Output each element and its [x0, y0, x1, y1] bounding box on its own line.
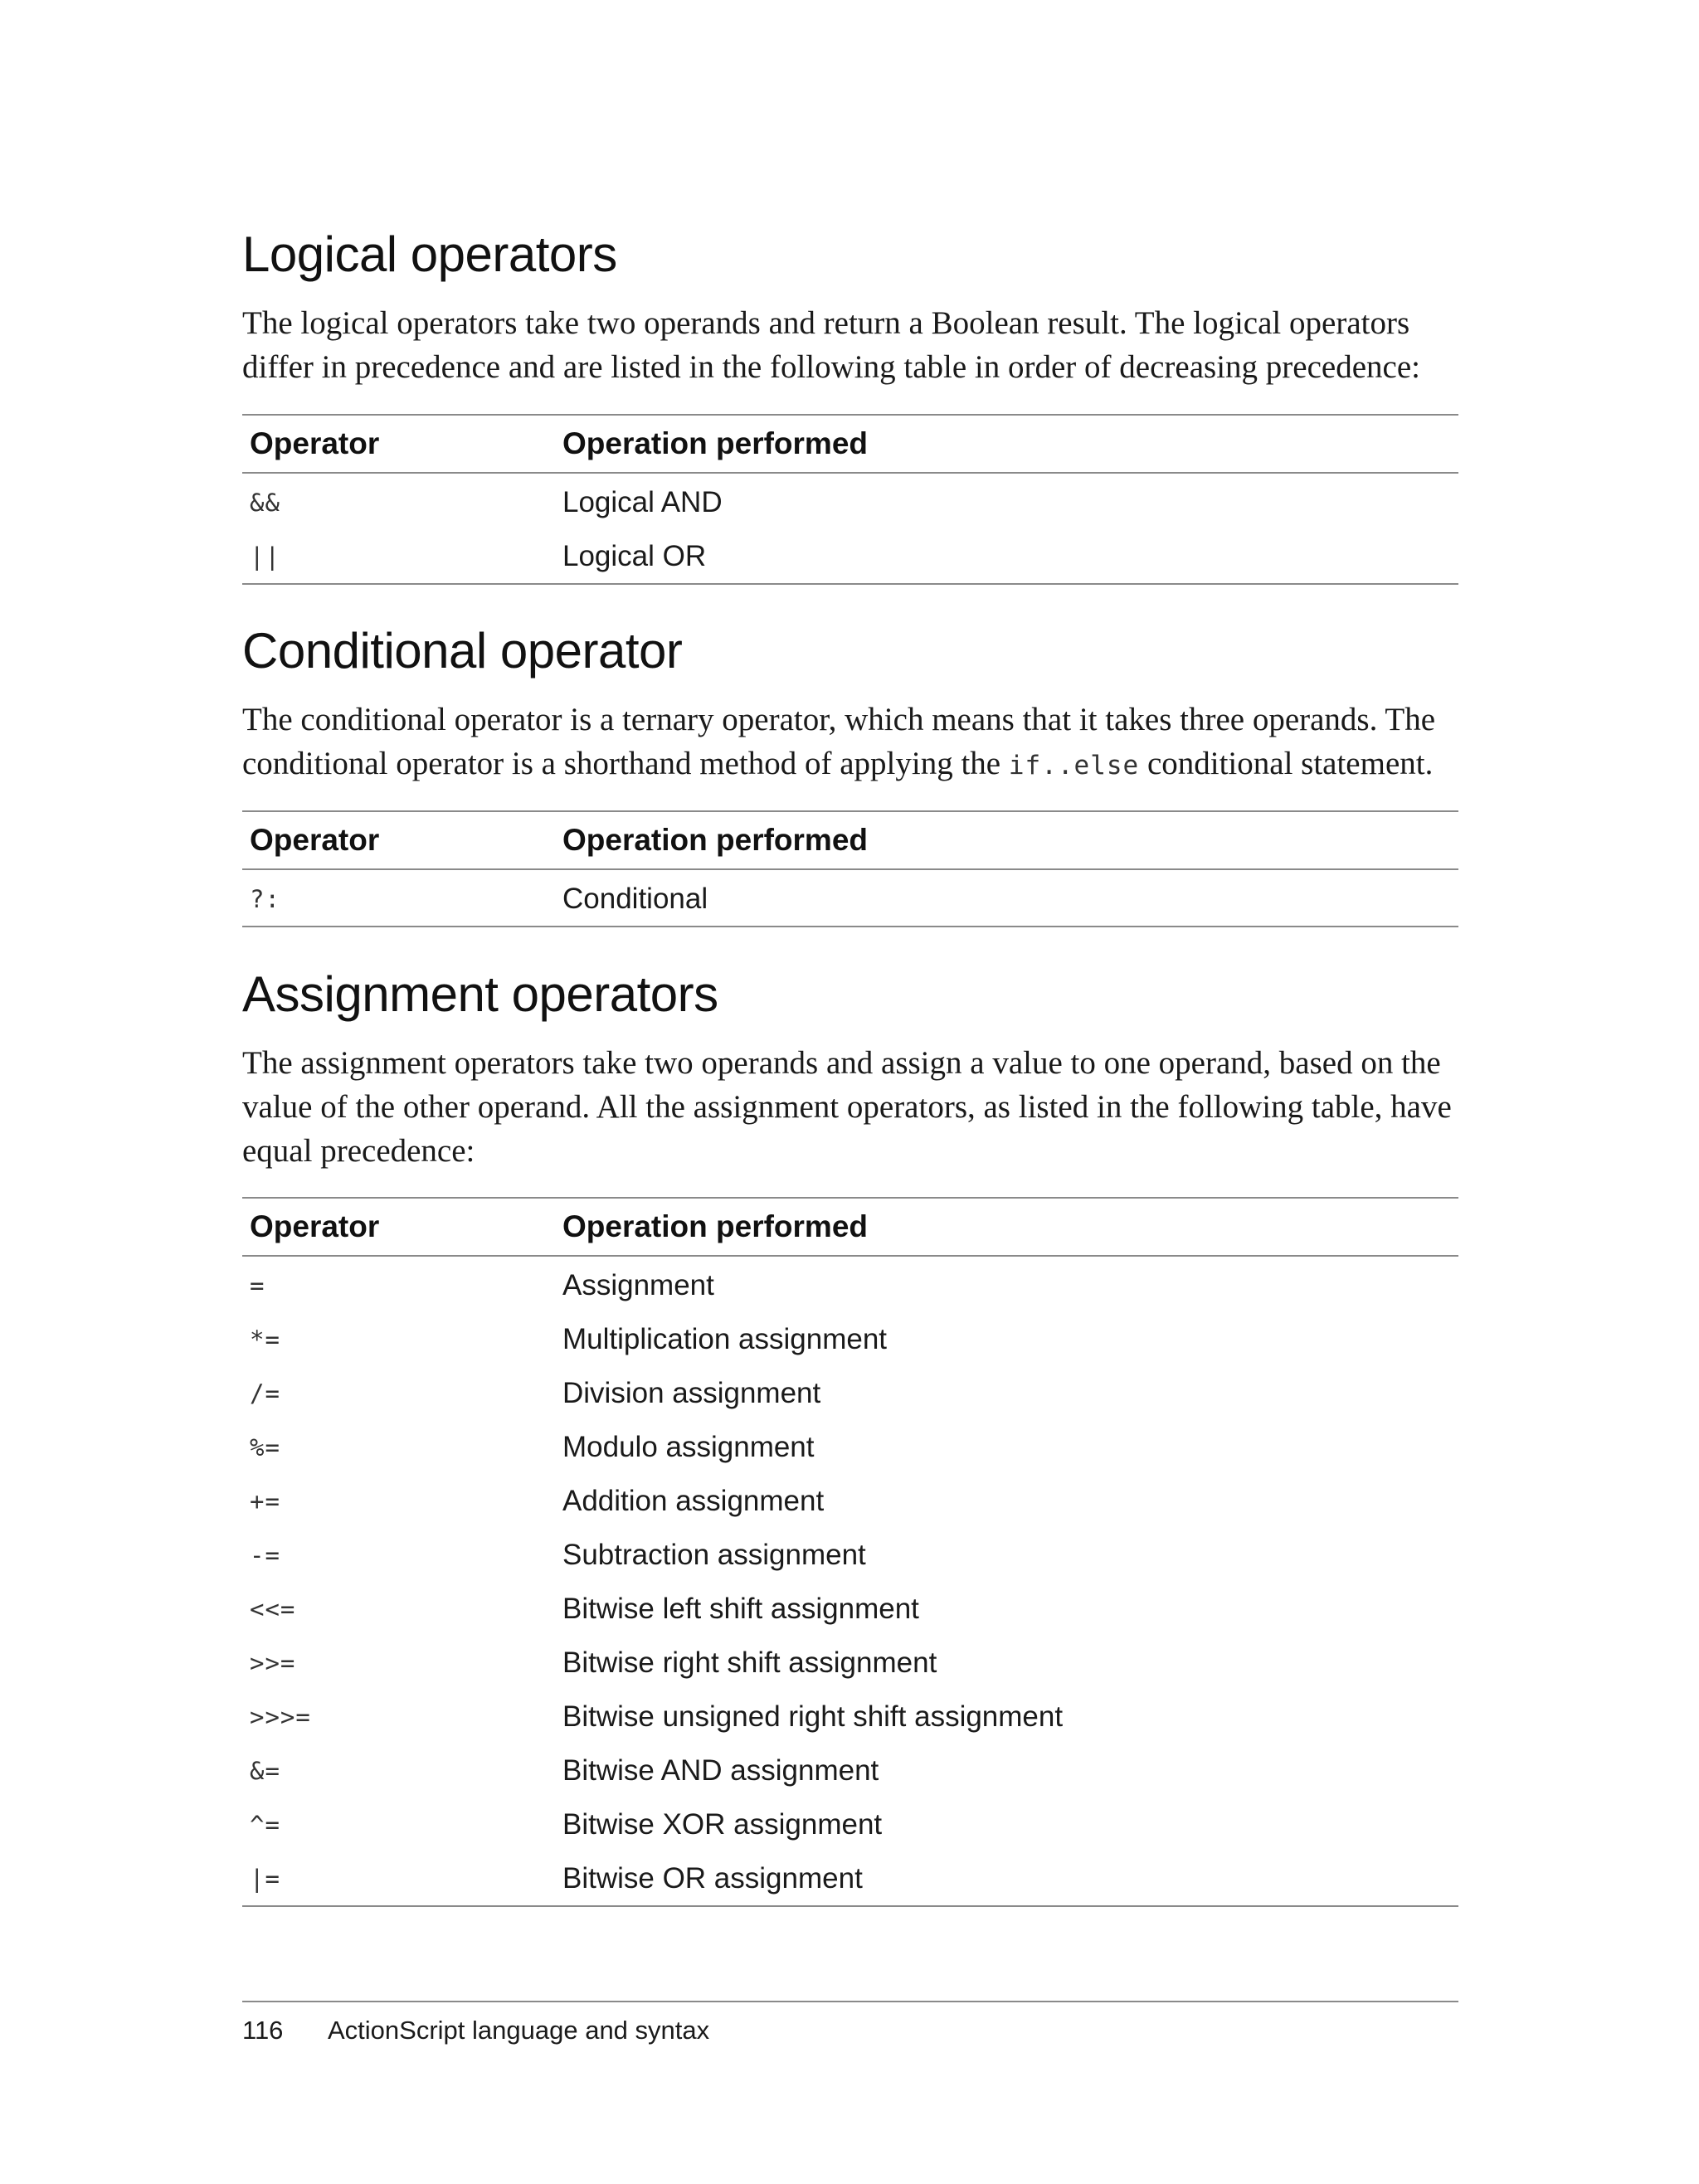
table-row [242, 529, 1458, 584]
operation-cell: Subtraction assignment [562, 1538, 866, 1571]
logical-operators-table [242, 414, 1458, 585]
operation-cell: Modulo assignment [562, 1430, 815, 1463]
table-row [242, 1474, 1458, 1528]
conditional-intro-text: conditional operator is a shorthand method of applying the [242, 746, 1009, 781]
operator-cell: ?: [250, 884, 280, 913]
table-row [242, 1744, 1458, 1797]
table-row [242, 473, 1458, 529]
conditional-intro-line-2 [242, 746, 1433, 781]
operator-cell: %= [250, 1432, 280, 1462]
section-heading-assignment: Assignment operators [242, 966, 718, 1022]
table-row [242, 1256, 1458, 1312]
operator-cell: >>>= [250, 1702, 311, 1731]
operator-cell: -= [250, 1540, 280, 1569]
operator-cell: <<= [250, 1594, 296, 1623]
conditional-intro-text-end: conditional statement. [1139, 746, 1434, 781]
table-row [242, 1420, 1458, 1474]
logical-intro [242, 301, 1458, 389]
assignment-intro-line-2: value of the other operand. All the assignment operators, as listed in the following table, have [242, 1089, 1452, 1125]
table-row [242, 1690, 1458, 1744]
operator-cell: >>= [250, 1648, 296, 1677]
operation-cell: Assignment [562, 1268, 714, 1301]
footer-divider [242, 2001, 1458, 2002]
operator-cell: &= [250, 1756, 280, 1785]
operation-column-header: Operation performed [562, 415, 1458, 473]
chapter-title: ActionScript language and syntax [328, 2016, 710, 2045]
operator-cell: = [250, 1271, 265, 1300]
operation-cell: Conditional [562, 882, 708, 915]
operation-cell: Logical AND [562, 485, 723, 518]
assignment-operators-table [242, 1197, 1458, 1907]
operation-cell: Addition assignment [562, 1484, 825, 1517]
operation-cell: Logical OR [562, 539, 707, 572]
operator-column-header: Operator [242, 415, 562, 473]
table-row [242, 1582, 1458, 1636]
assignment-intro [242, 1041, 1458, 1173]
section-heading-logical: Logical operators [242, 226, 617, 282]
operation-column-header: Operation performed [562, 1198, 1458, 1256]
logical-intro-line-1: The logical operators take two operands and return a Boolean result. The logical operators [242, 305, 1410, 341]
operation-cell: Division assignment [562, 1376, 821, 1409]
operator-cell: |= [250, 1864, 280, 1893]
table-row [242, 1366, 1458, 1420]
page-footer [242, 2016, 709, 2045]
operator-cell: || [250, 542, 280, 571]
page-number: 116 [242, 2016, 284, 2045]
table-row [242, 1636, 1458, 1690]
operation-cell: Bitwise AND assignment [562, 1754, 879, 1787]
operation-column-header: Operation performed [562, 811, 1458, 869]
operator-cell: *= [250, 1325, 280, 1354]
conditional-intro-line-1: The conditional operator is a ternary operator, which means that it takes three operands. The [242, 702, 1436, 737]
operation-cell: Bitwise XOR assignment [562, 1807, 883, 1841]
assignment-intro-line-3: equal precedence: [242, 1133, 475, 1169]
operator-column-header: Operator [242, 811, 562, 869]
conditional-intro [242, 698, 1458, 788]
operation-cell: Bitwise left shift assignment [562, 1592, 919, 1625]
table-header-row [242, 1198, 1458, 1256]
table-row [242, 1851, 1458, 1906]
table-row [242, 1312, 1458, 1366]
operator-cell: /= [250, 1379, 280, 1408]
inline-code: if..else [1008, 751, 1140, 781]
operation-cell: Multiplication assignment [562, 1322, 888, 1355]
operation-cell: Bitwise right shift assignment [562, 1646, 937, 1679]
operator-cell: ^= [250, 1810, 280, 1839]
conditional-operator-table [242, 810, 1458, 927]
table-row [242, 869, 1458, 927]
table-header-row [242, 415, 1458, 473]
table-row [242, 1528, 1458, 1582]
operator-cell: && [250, 488, 280, 517]
operation-cell: Bitwise unsigned right shift assignment [562, 1700, 1064, 1733]
logical-intro-line-2: differ in precedence and are listed in the following table in order of decreasing precedence: [242, 349, 1420, 385]
operator-cell: += [250, 1486, 280, 1515]
table-header-row [242, 811, 1458, 869]
section-heading-conditional: Conditional operator [242, 623, 683, 679]
table-row [242, 1797, 1458, 1851]
operation-cell: Bitwise OR assignment [562, 1861, 863, 1895]
operator-column-header: Operator [242, 1198, 562, 1256]
assignment-intro-line-1: The assignment operators take two operands and assign a value to one operand, based on the [242, 1045, 1441, 1081]
